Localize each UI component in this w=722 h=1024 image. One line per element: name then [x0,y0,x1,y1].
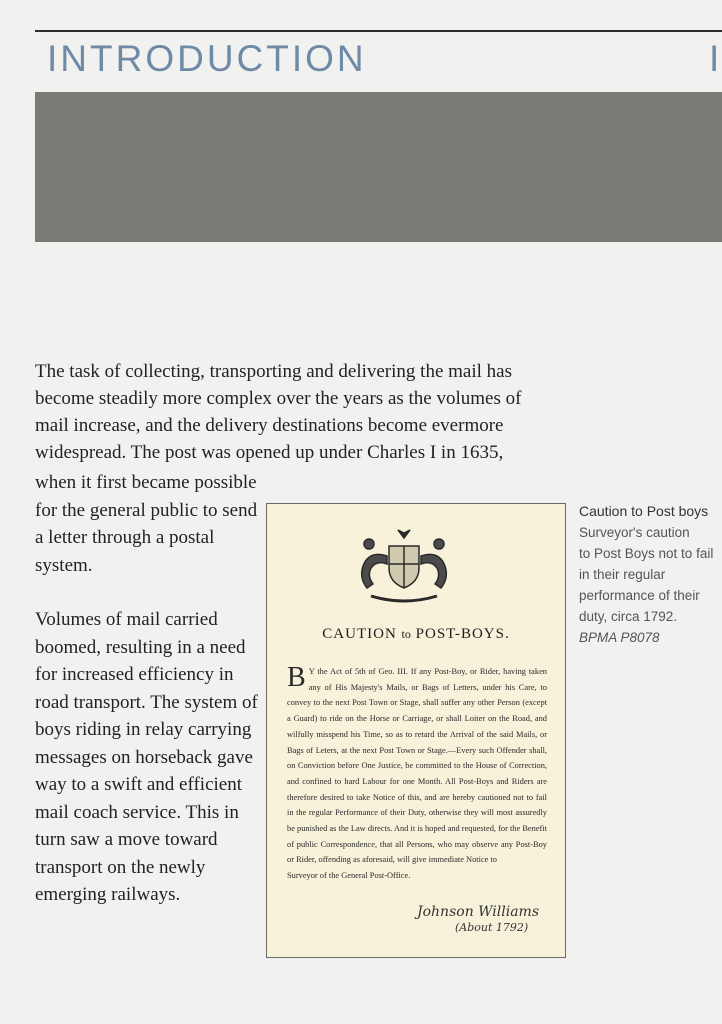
caption-line: in their regular [579,567,666,582]
caption-reference: BPMA P8078 [579,630,660,645]
poster-drop-cap: B [287,662,306,693]
caption-line: Surveyor's caution [579,525,690,540]
poster-signature-date: (About 1792) [455,921,529,934]
caution-poster [266,503,566,958]
top-rule [35,30,722,32]
caption-line: duty, circa 1792. [579,609,678,624]
royal-crest-icon [349,526,459,606]
poster-signature: Johnson Williams [417,904,540,920]
caption-title: Caution to Post boys [579,503,709,519]
caption-line: to Post Boys not to fail [579,546,714,561]
figure-caption [579,501,722,648]
poster-title: CAUTION to POST-BOYS. [322,626,510,642]
intro-paragraph: The task of collecting, transporting and delivering the mail has become steadily more complex over the years as the volumes of mail increase, and the delivery destinations become evermore widespread. The post was opened up under Charles I in 1635, [35,361,522,463]
poster-closing: Surveyor of the General Post-Office. [287,871,411,881]
caption-line: performance of their [579,588,700,603]
column-paragraph-1: when it first became possible for the general public to send a letter through a postal system. [35,472,258,576]
header-band [35,92,722,242]
next-page-heading-fragment: I [709,38,720,79]
section-heading: INTRODUCTION [47,38,367,79]
column-paragraph-2: Volumes of mail carried boomed, resulting in a need for increased efficiency in road transport. The system of boys riding in relay carrying messages on horseback gave way to a swift and efficient mail coach service. This in turn saw a move toward transport on the newly emerging railways. [35,609,258,905]
poster-body: B Y the Act of 5th of Geo. III. If any Post-Boy, or Rider, having taken any of His Majesty's Mails, or Bags of Letters, under his Care, to convey to the next Post Town or Stage, shall suffer any other Person (except a Guard) to ride on the Horse or Carriage, or shall Loiter on the Road, and wilfully misspend his Time, so as to retard the Arrival of the said Mails, or Bags of Leters, at the next Post Town or Stage.—Every such Offender shall, on Conviction before One Justice, be committed to the House of Correction, and confined to hard Labour for one Month. All Post-Boys and Riders are therefore desired to take Notice of this, and are hereby cautioned not to fail in the regular Performance of their Duty, otherwise they will most assuredly be punished as the Law directs. And it is hoped and requested, for the Benefit of public Correspondence, that all Persons, who may observe any Post-Boy or Rider, offending as aforesaid, will give immediate Notice to Surveyor of the General Post-Office. [287,662,547,881]
